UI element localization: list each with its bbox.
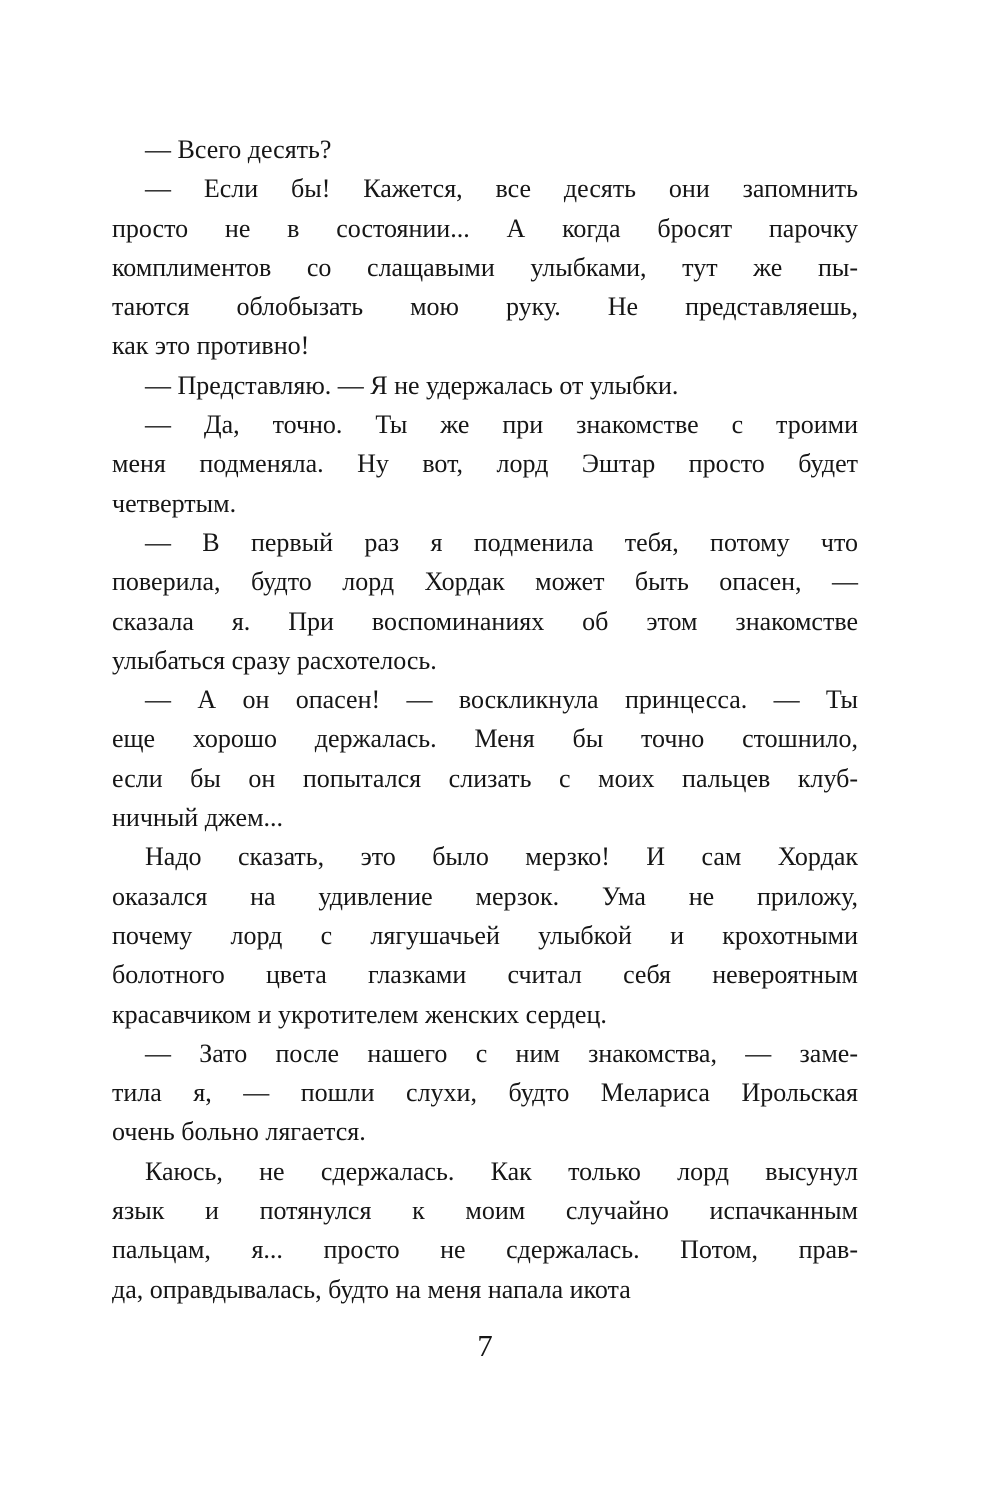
text-line: — А он опасен! — воскликнула принцесса. — Ты xyxy=(145,685,858,715)
text-line: поверила, будто лорд Хордак может быть опасен, — xyxy=(112,567,858,597)
text-line: таются облобызать мою руку. Не представляешь, xyxy=(112,292,858,322)
text-line: — Зато после нашего с ним знакомства, — заме- xyxy=(145,1038,858,1068)
text-line: тила я, — пошли слухи, будто Мелариса Ирольская xyxy=(112,1078,858,1108)
text-line: пальцам, я... просто не сдержалась. Потом, прав- xyxy=(112,1235,858,1265)
text-line: Надо сказать, это было мерзко! И сам Хордак xyxy=(145,842,858,872)
page-number: 7 xyxy=(477,1328,493,1363)
text-line: — Всего десять? xyxy=(145,135,332,164)
text-block xyxy=(112,130,858,1309)
text-line: еще хорошо держалась. Меня бы точно стошнило, xyxy=(112,724,858,754)
text-line: ничный джем... xyxy=(112,803,284,833)
text-line: почему лорд с лягушачьей улыбкой и крохотными xyxy=(112,920,858,950)
text-line: — Если бы! Кажется, все десять они запомнить xyxy=(145,174,858,204)
text-line: да, оправдывалась, будто на меня напала икота xyxy=(112,1274,631,1304)
text-line: язык и потянулся к моим случайно испачканным xyxy=(112,1196,858,1226)
text-line: — Да, точно. Ты же при знакомстве с троими xyxy=(145,410,858,440)
text-line: сказала я. При воспоминаниях об этом знакомстве xyxy=(112,606,858,636)
text-line: красавчиком и укротителем женских сердец. xyxy=(112,999,607,1029)
text-line: Каюсь, не сдержалась. Как только лорд высунул xyxy=(145,1156,858,1186)
text-line: как это противно! xyxy=(112,331,310,361)
text-line: комплиментов со слащавыми улыбками, тут же пы- xyxy=(112,252,858,282)
text-line: улыбаться сразу расхотелось. xyxy=(112,645,437,675)
text-line: болотного цвета глазками считал себя невероятным xyxy=(112,960,858,990)
text-line: если бы он попытался слизать с моих пальцев клуб- xyxy=(112,763,858,793)
text-line: — Представляю. — Я не удержалась от улыбки. xyxy=(145,370,679,400)
text-line: четвертым. xyxy=(112,488,237,518)
text-line: меня подменяла. Ну вот, лорд Эштар просто будет xyxy=(112,449,858,479)
text-line: оказался на удивление мерзок. Ума не приложу, xyxy=(112,881,858,911)
text-line: — В первый раз я подменила тебя, потому что xyxy=(145,527,858,557)
text-line: просто не в состоянии... А когда бросят парочку xyxy=(112,213,858,243)
text-line: очень больно лягается. xyxy=(112,1117,366,1147)
